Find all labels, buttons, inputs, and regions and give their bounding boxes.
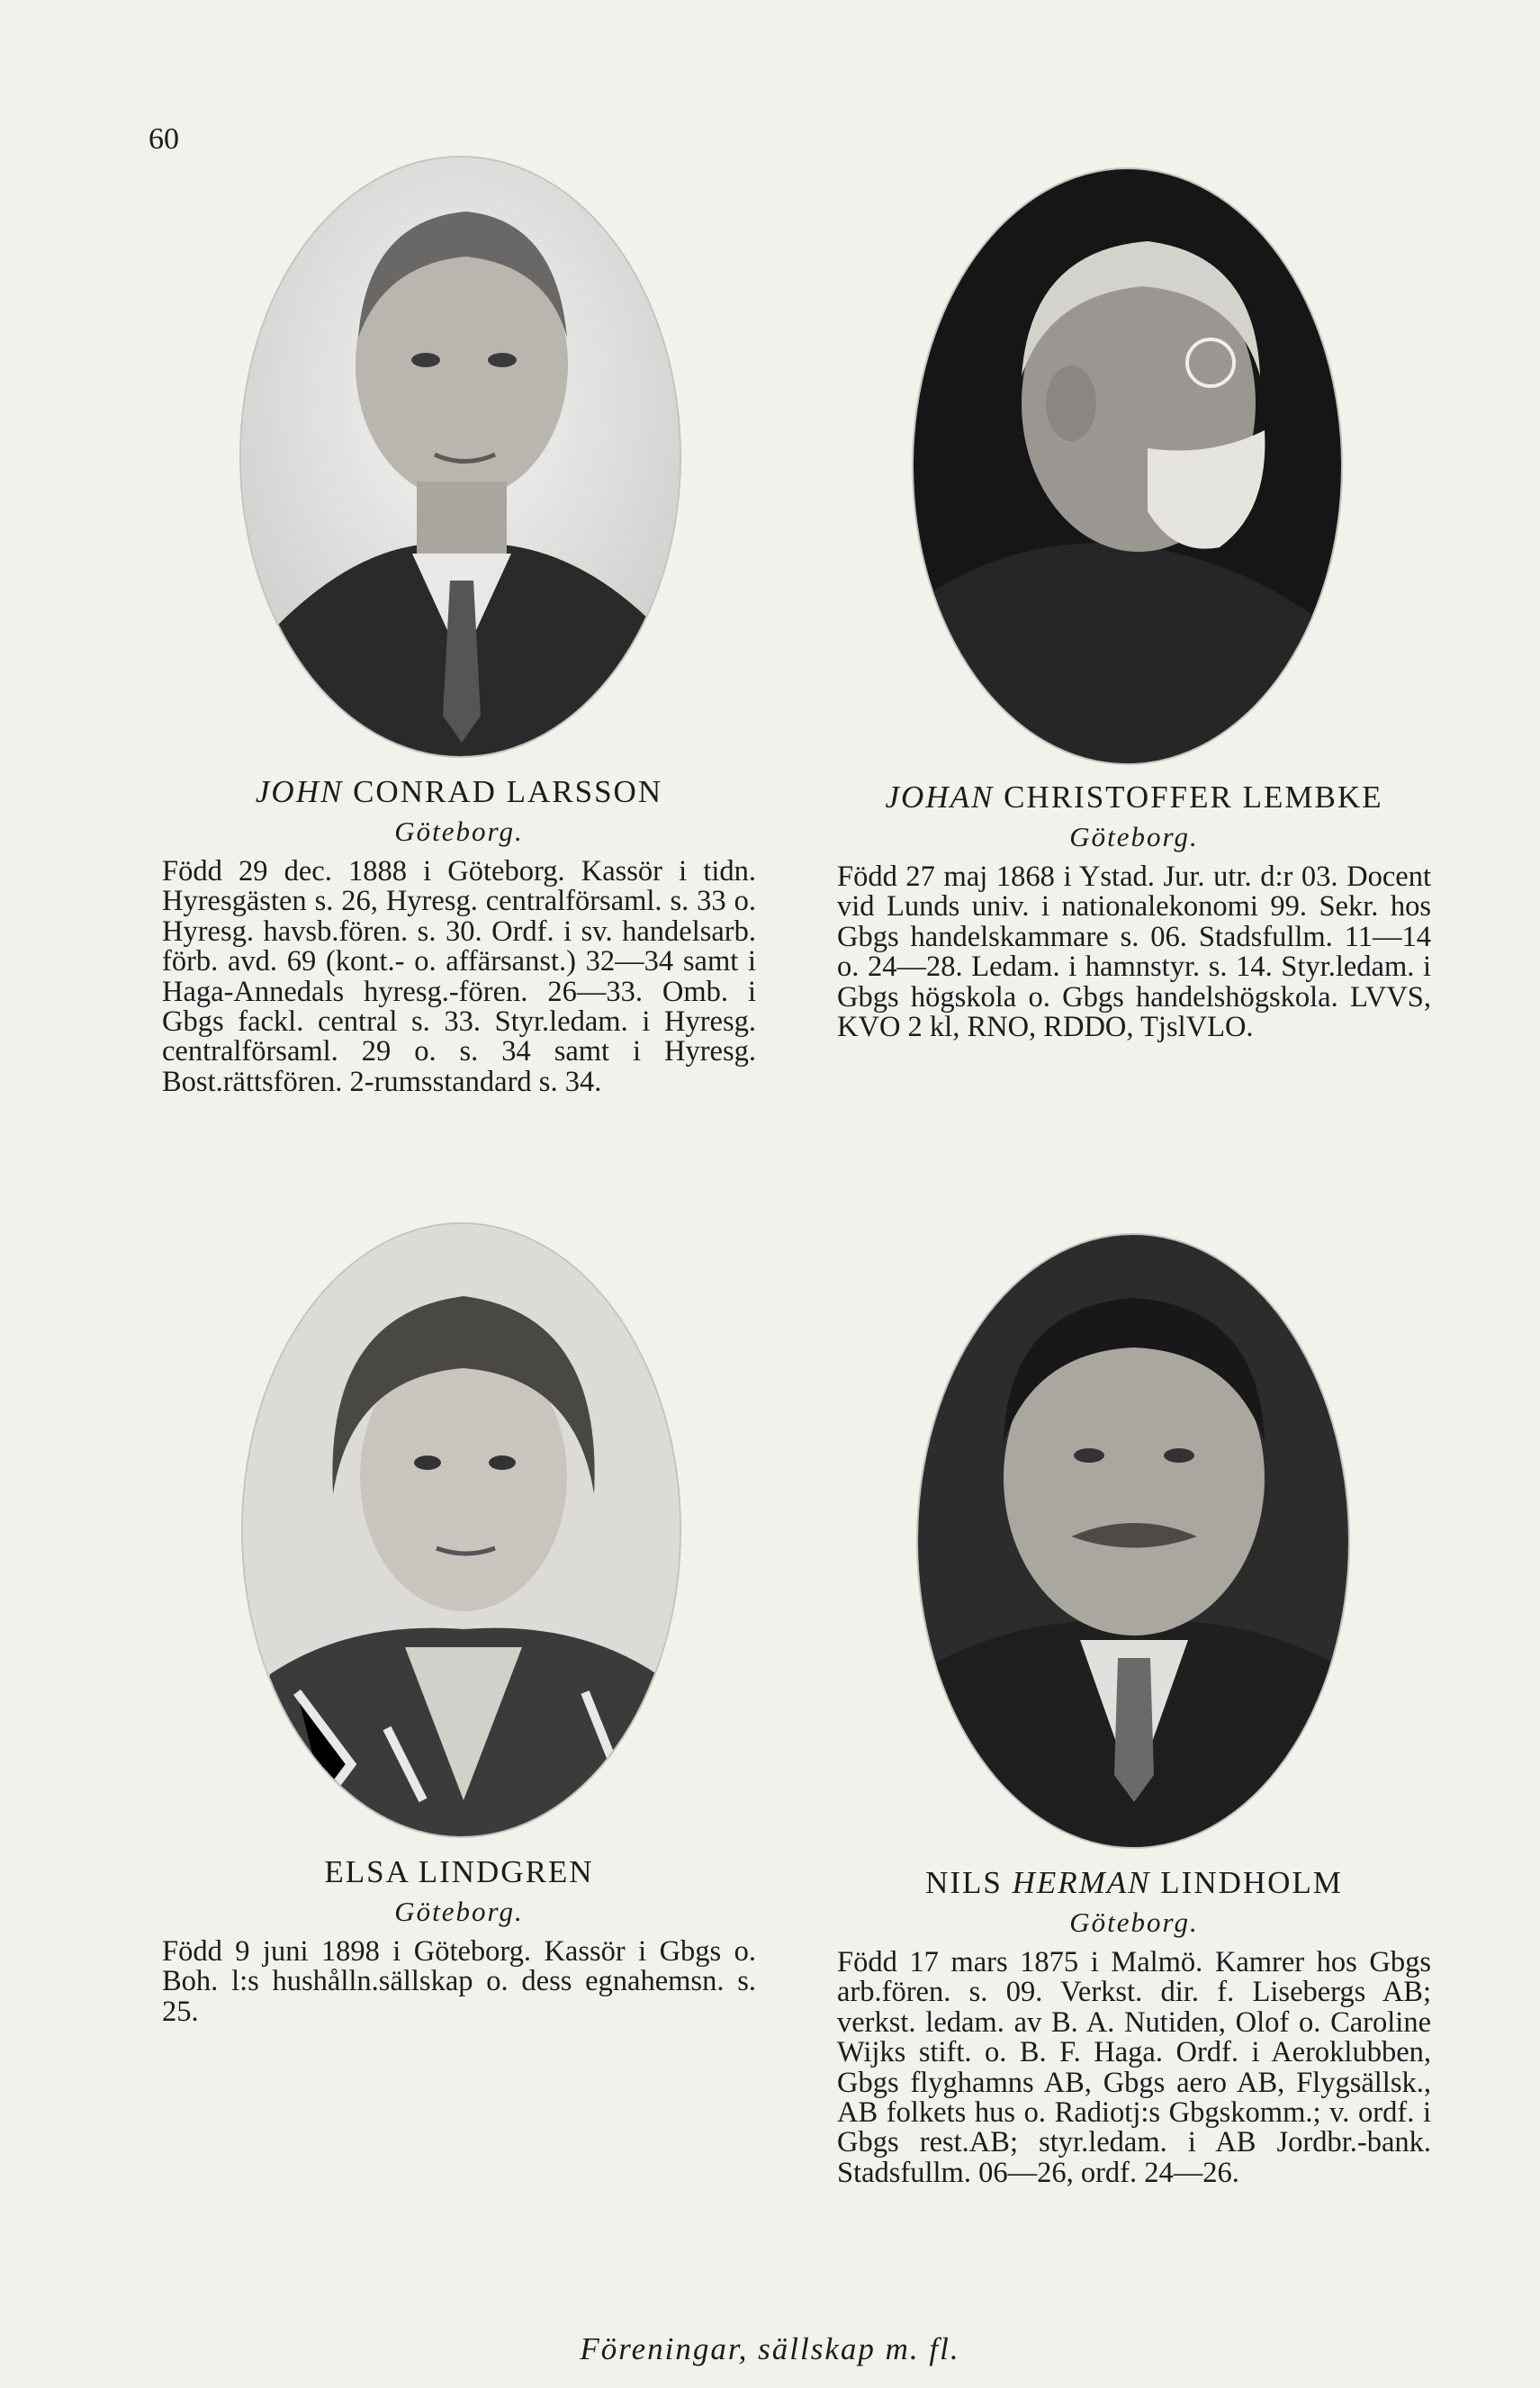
portrait-photo-lindholm <box>918 1235 1348 1847</box>
name-first: JOHN <box>255 774 344 809</box>
person-bio: Född 29 dec. 1888 i Göteborg. Kassör i tidn. Hyresgästen s. 26, Hyresg. centralförsaml. s. 33 o. Hyresg. havsb.fören. s. 30. Ordf. i sv. handelsarb. förb. avd. 69 (kont.- o. affärsanst.) 32—34 samt i Haga-Annedals hyresg.-fören. 26—33. Omb. i Gbgs fackl. central s. 33. Styr.ledam. i Hyresg. centralförsaml. 29 o. s. 34 samt i Hyresg. Bost.rättsfören. 2-rumsstandard s. 34. <box>162 855 756 1098</box>
person-name <box>162 1852 756 1892</box>
name-first: ELSA <box>324 1854 409 1889</box>
biography-entry <box>837 778 1431 1042</box>
person-city: Göteborg. <box>394 1896 524 1927</box>
name-rest: CONRAD LARSSON <box>353 774 663 809</box>
person-bio: Född 9 juni 1898 i Göteborg. Kassör i Gbgs o. Boh. l:s hushålln.sällskap o. dess egnahemsn. s. 25. <box>162 1935 756 2028</box>
page-footer: Föreningar, sällskap m. fl. <box>580 2331 960 2366</box>
biography-entry <box>837 1863 1431 2188</box>
biography-entry <box>162 1852 756 2027</box>
name-first: NILS <box>925 1865 1003 1900</box>
portrait-photo-lembke <box>914 169 1341 763</box>
person-city: Göteborg. <box>1069 1906 1199 1938</box>
portrait-photo-larsson <box>241 158 680 756</box>
page-number: 60 <box>149 122 179 156</box>
portrait-photo-lindgren <box>243 1224 680 1836</box>
biography-entry <box>162 772 756 1097</box>
person-name <box>162 772 756 812</box>
person-city: Göteborg. <box>394 816 524 847</box>
name-rest: LINDGREN <box>418 1854 594 1889</box>
name-middle: HERMAN <box>1012 1865 1151 1900</box>
name-rest: LINDHOLM <box>1160 1865 1343 1900</box>
name-rest: CHRISTOFFER LEMBKE <box>1004 779 1383 815</box>
person-city: Göteborg. <box>1069 821 1199 852</box>
person-name <box>837 1863 1431 1903</box>
person-name <box>837 778 1431 817</box>
person-bio: Född 17 mars 1875 i Malmö. Kamrer hos Gbgs arb.fören. s. 09. Verkst. dir. f. Lisebergs AB; verkst. ledam. av B. A. Nutiden, Olof o. Caroline Wijks stift. o. B. F. Haga. Ordf. i Aeroklubben, Gbgs flyghamns AB, Gbgs aero AB, Flygsällsk., AB folkets hus o. Radiotj:s Gbgskomm.; v. ordf. i Gbgs rest.AB; styr.ledam. i AB Jordbr.-bank. Stadsfullm. 06—26, ordf. 24—26. <box>837 1946 1431 2189</box>
name-first: JOHAN <box>885 779 995 815</box>
person-bio: Född 27 maj 1868 i Ystad. Jur. utr. d:r 03. Docent vid Lunds univ. i nationalekonomi 99. Sekr. hos Gbgs handelskammare s. 06. Stadsfullm. 11—14 o. 24—28. Ledam. i hamnstyr. s. 14. Styr.ledam. i Gbgs högskola o. Gbgs handelshögskola. LVVS, KVO 2 kl, RNO, RDDO, TjslVLO. <box>837 861 1431 1044</box>
